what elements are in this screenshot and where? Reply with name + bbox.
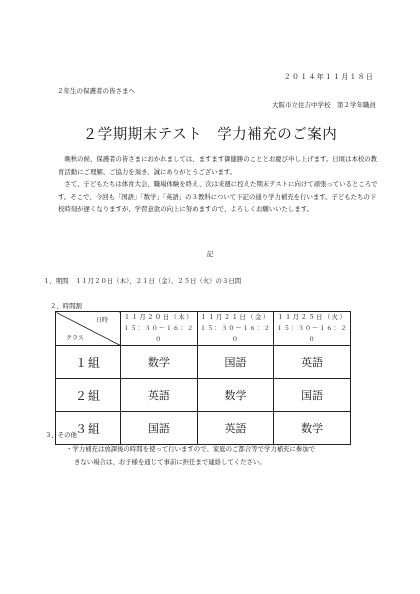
class-name-cell: １組: [56, 346, 121, 379]
schedule-row: [56, 379, 351, 412]
schedule-day-header: [121, 312, 198, 346]
recipient-line: ２年生の保護者の皆さまへ: [57, 87, 135, 95]
class-name-cell: ２組: [56, 379, 121, 412]
document-title: ２学期期末テスト 学力補充のご案内: [82, 127, 338, 143]
schedule-row: [56, 412, 351, 445]
subject-cell: 数学: [121, 346, 198, 379]
class-name-cell: ３組: [56, 412, 121, 445]
day-time: １５：３０〜１６：２０: [199, 325, 271, 343]
subject-cell: 国語: [197, 346, 274, 379]
note-line-1: ・学力補充は放課後の時間を使って行いますので、家庭のご都合等で学力補充に参加で: [66, 445, 316, 453]
note-line-2: きない場合は、お子様を通じて事前に担任まで連絡してください。: [74, 457, 266, 466]
schedule-row: [56, 346, 351, 379]
day-time: １５：３０〜１６：２０: [123, 325, 195, 343]
schedule-header-row: [56, 312, 351, 346]
body-paragraph-2: さて、子どもたちは体育大会、職場体験を終え、次は来週に控えた期末テストに向けて頑張っているところです。そこで、今回も「国語」「数学」「英語」の３教科について下記の通り学力補充を行います。子どもたちの下校時刻が遅くなりますが、学習意欲の向上に努めますので、よろしくお願いいたします。: [58, 180, 378, 214]
schedule-day-header: [274, 312, 351, 346]
day-date: １１月２０日（木）: [123, 313, 194, 321]
document-date: ２０１４年１１月１８日: [283, 73, 374, 81]
schedule-table: [55, 311, 351, 445]
schedule-corner-cell: [56, 312, 121, 346]
subject-cell: 国語: [121, 412, 198, 445]
subject-cell: 英語: [197, 412, 274, 445]
subject-cell: 英語: [121, 379, 198, 412]
day-time: １５：３０〜１６：２０: [276, 325, 348, 343]
body-text: [58, 153, 378, 216]
corner-label-class: クラス: [66, 335, 84, 342]
notes-text: [66, 443, 386, 468]
day-date: １１月２５日（火）: [277, 313, 348, 321]
section-timetable-heading: ２、時間割: [50, 302, 82, 310]
body-paragraph-1: 晩秋の候、保護者の皆さまにおかれましては、ますます御健勝のこととお慶び申し上げます。日頃は本校の教育活動にご理解、ご協力を頂き、誠にありがとうございます。: [58, 155, 378, 176]
subject-cell: 英語: [274, 346, 351, 379]
subject-cell: 国語: [274, 379, 351, 412]
schedule-day-header: [197, 312, 274, 346]
section-period: １、期間 １１月２０日（木）、２１日（金）、２５日（火）の３日間: [43, 277, 242, 285]
section-other-heading: ３、その他: [45, 431, 77, 439]
ki-heading: 記: [206, 250, 214, 258]
subject-cell: 数学: [197, 379, 274, 412]
subject-cell: 数学: [274, 412, 351, 445]
corner-label-datetime: 日時: [95, 317, 108, 324]
sender-line: 大阪市立住吉中学校 第２学年職員: [272, 101, 376, 109]
day-date: １１月２１日（金）: [200, 313, 271, 321]
